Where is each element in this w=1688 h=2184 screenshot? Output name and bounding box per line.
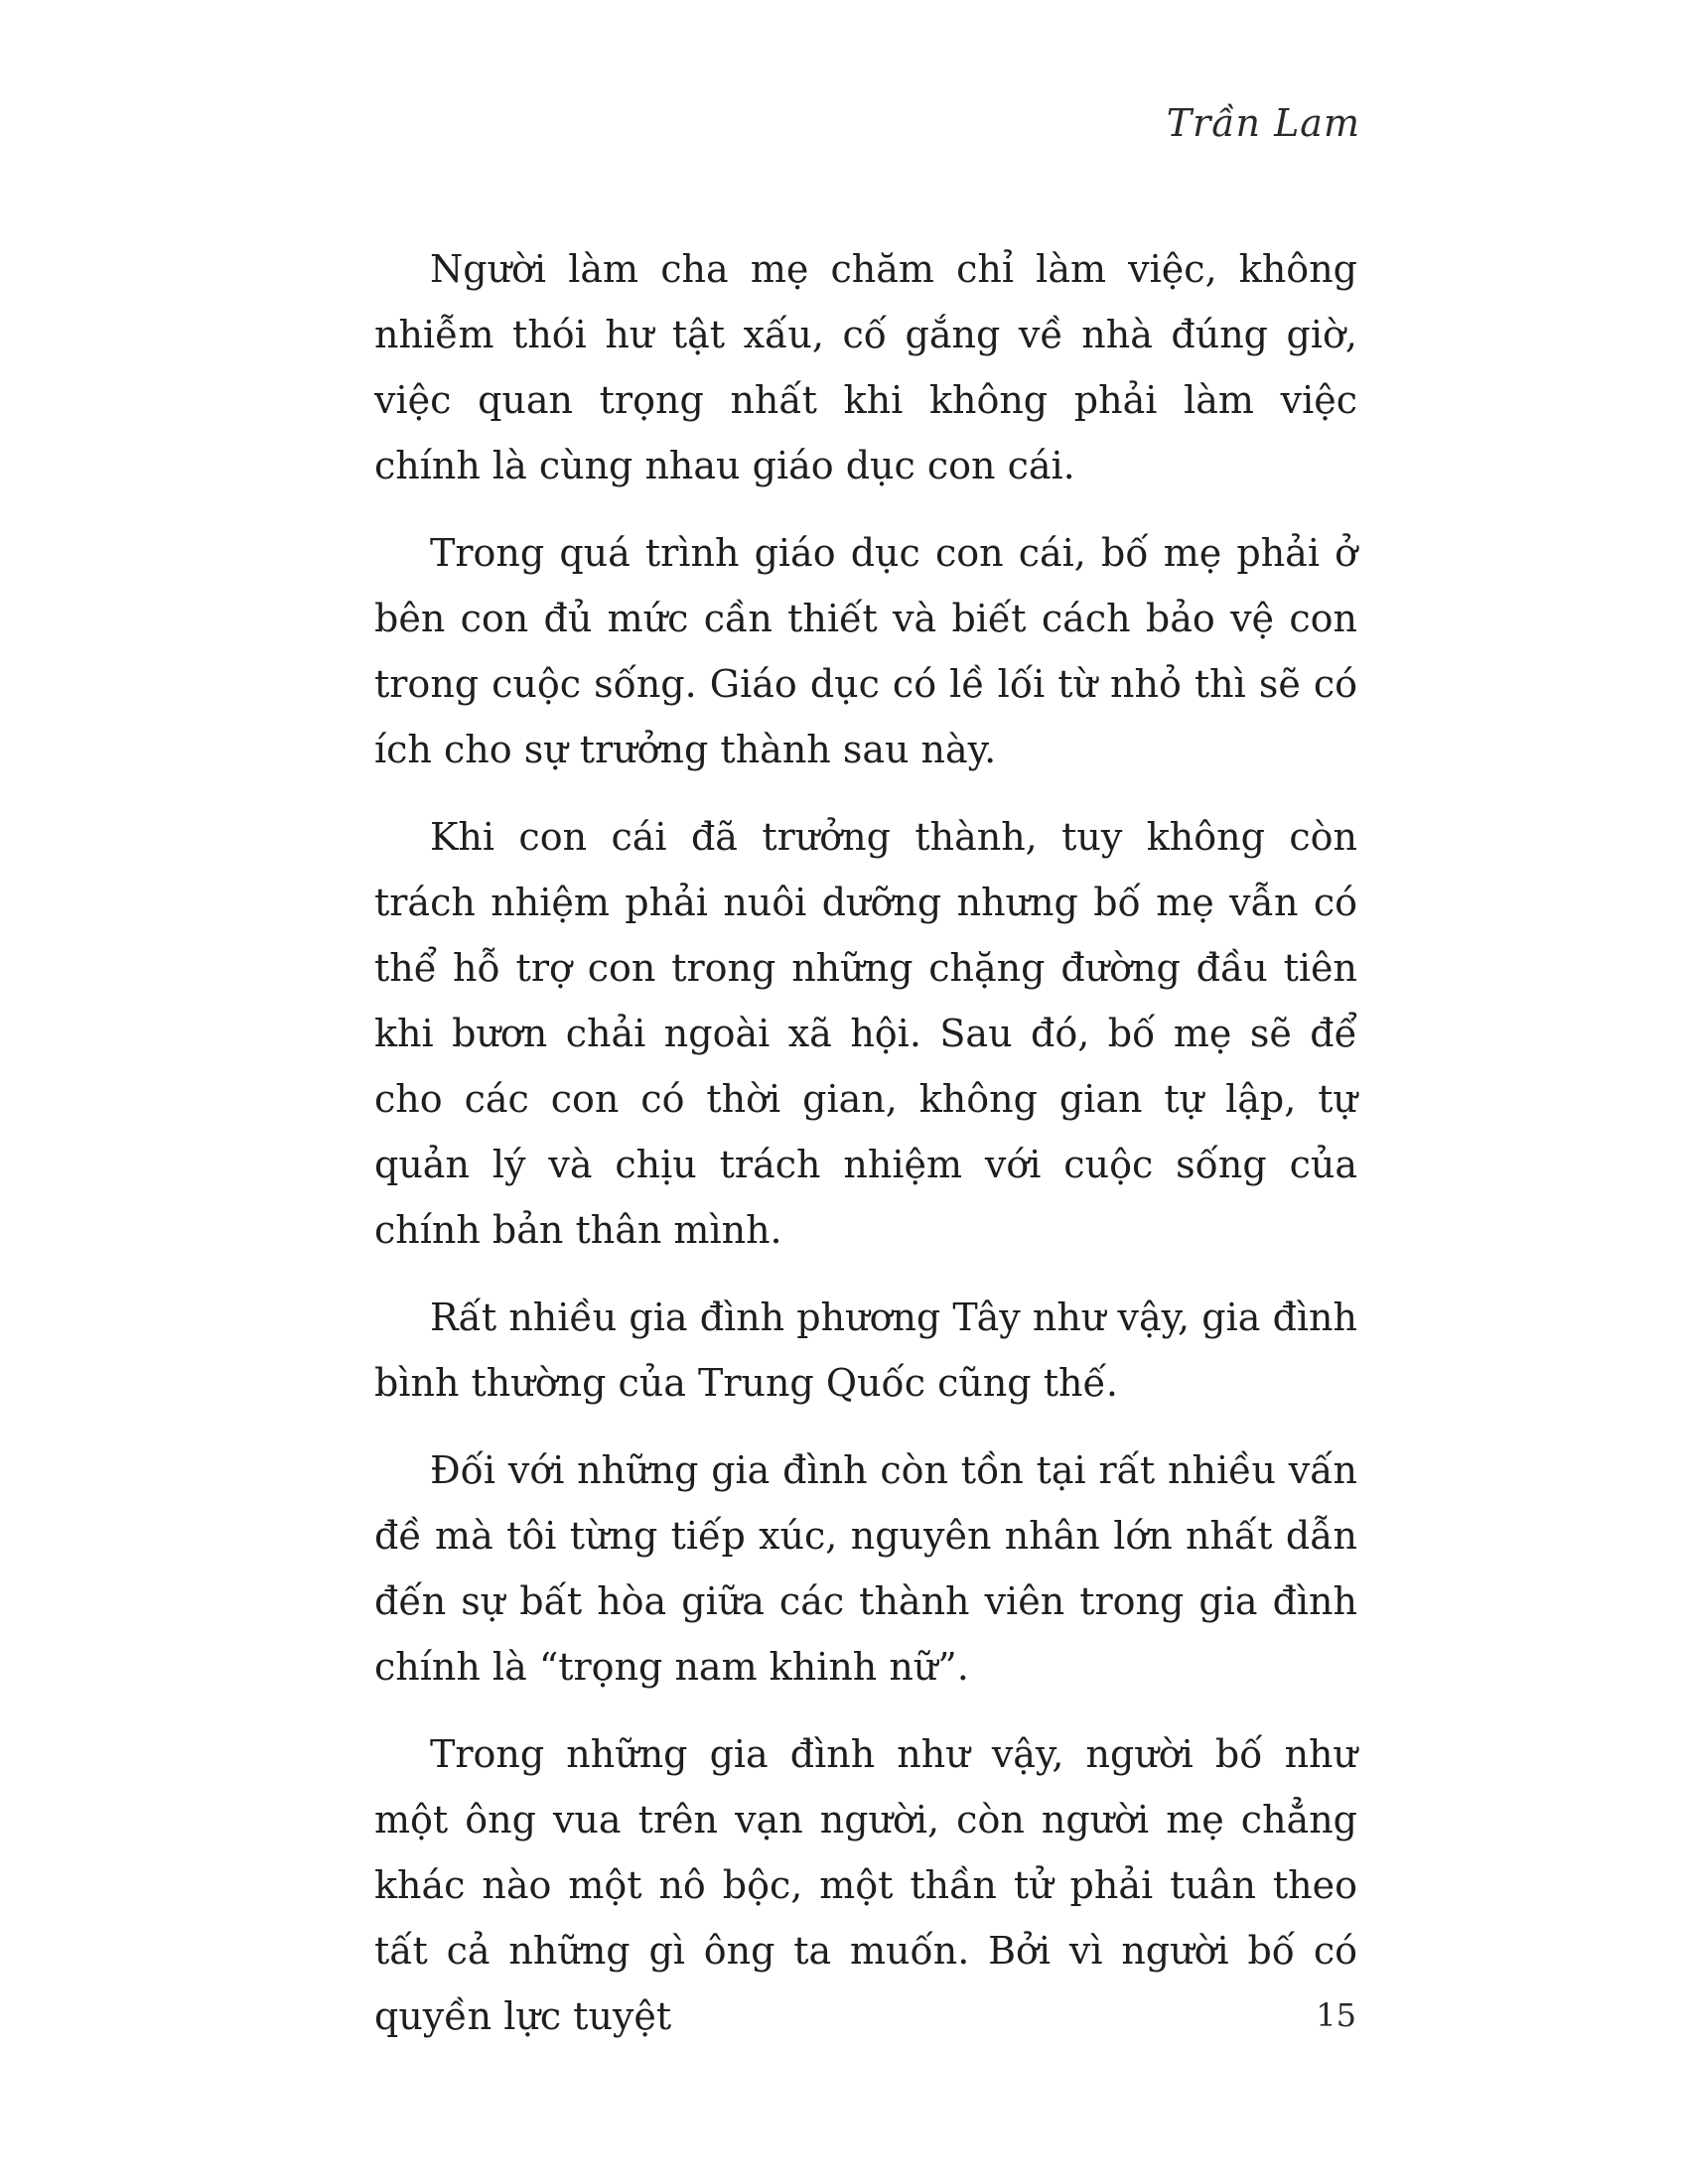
running-header-author: Trần Lam <box>1166 101 1360 145</box>
paragraph: Người làm cha mẹ chăm chỉ làm việc, không nhiễm thói hư tật xấu, cố gắng về nhà đúng giờ, việc quan trọng nhất khi không phải làm việc chính là cùng nhau giáo dục con cái. <box>374 247 1357 487</box>
paragraph: Khi con cái đã trưởng thành, tuy không còn trách nhiệm phải nuôi dưỡng nhưng bố mẹ vẫn có thể hỗ trợ con trong những chặng đường đầu tiên khi bươn chải ngoài xã hội. Sau đó, bố mẹ sẽ để cho các con có thời gian, không gian tự lập, tự quản lý và chịu trách nhiệm với cuộc sống của chính bản thân mình. <box>374 815 1357 1252</box>
page-number: 15 <box>1316 1996 1356 2034</box>
body-text <box>374 236 1357 2071</box>
paragraph: Trong quá trình giáo dục con cái, bố mẹ phải ở bên con đủ mức cần thiết và biết cách bảo vệ con trong cuộc sống. Giáo dục có lề lối từ nhỏ thì sẽ có ích cho sự trưởng thành sau này. <box>374 531 1357 771</box>
paragraph: Đối với những gia đình còn tồn tại rất nhiều vấn đề mà tôi từng tiếp xúc, nguyên nhân lớn nhất dẫn đến sự bất hòa giữa các thành viên trong gia đình chính là “trọng nam khinh nữ”. <box>374 1448 1357 1689</box>
paragraph: Trong những gia đình như vậy, người bố như một ông vua trên vạn người, còn người mẹ chẳng khác nào một nô bộc, một thần tử phải tuân theo tất cả những gì ông ta muốn. Bởi vì người bố có quyền lực tuyệt <box>374 1732 1357 2038</box>
paragraph: Rất nhiều gia đình phương Tây như vậy, gia đình bình thường của Trung Quốc cũng thế. <box>374 1296 1357 1405</box>
